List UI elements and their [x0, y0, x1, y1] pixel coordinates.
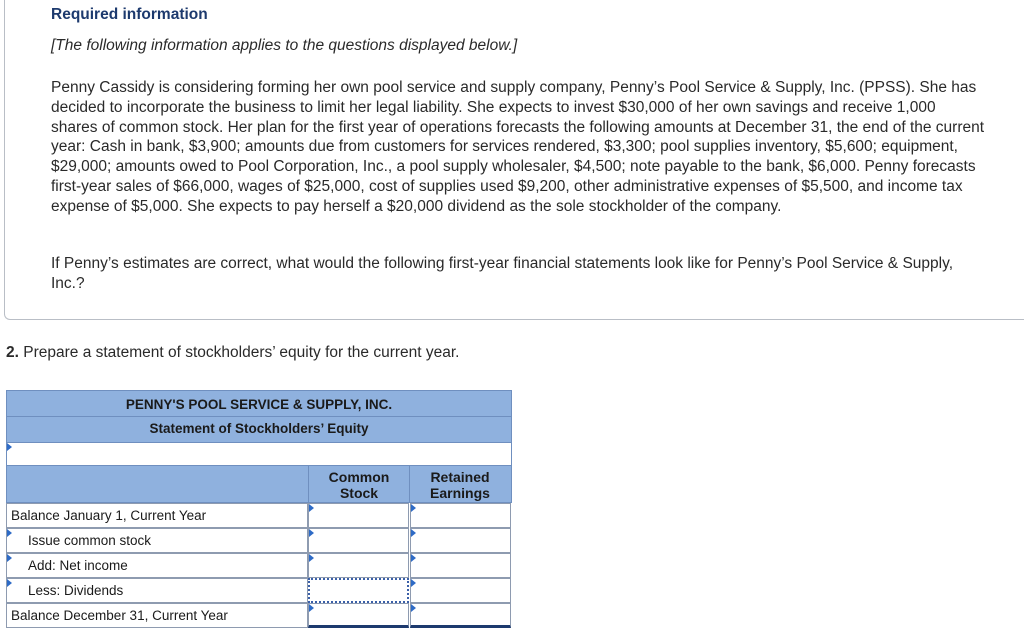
table-row — [6, 578, 512, 603]
row-label-issue-common-stock[interactable]: Issue common stock — [6, 528, 308, 553]
common-stock-column-header: Common Stock — [328, 469, 390, 501]
input-marker-icon — [411, 579, 416, 587]
retained-earnings-column-header: Retained Earnings — [430, 469, 490, 501]
common-stock-input-balance-dec-31[interactable] — [308, 603, 409, 628]
row-label-dividends[interactable]: Less: Dividends — [6, 578, 308, 603]
input-marker-icon — [309, 604, 314, 612]
statement-title: Statement of Stockholders’ Equity — [6, 416, 512, 443]
statement-company-name: PENNY'S POOL SERVICE & SUPPLY, INC. — [6, 390, 512, 417]
row-label-balance-jan-1: Balance January 1, Current Year — [6, 503, 308, 528]
common-stock-input-dividends[interactable] — [308, 578, 409, 603]
table-row — [6, 503, 512, 528]
scenario-paragraph: Penny Cassidy is considering forming her own pool service and supply company, Penny’s Pool Service & Supply, Inc. (PPSS). She has decided to incorporate the business to limit her legal liability. She expects to invest $30,000 of her own savings and receive 1,000 shares of common stock. Her plan for the first year of operations forecasts the following amounts at December 31, the end of the current year: Cash in bank, $3,900; amounts due from customers for services rendered, $3,300; pool supplies inventory, $5,600; equipment, $29,000; amounts owed to Pool Corporation, Inc., a pool supply wholesaler, $4,500; note payable to the bank, $6,000. Penny forecasts first-year sales of $66,000, wages of $25,000, cost of supplies used $9,200, other administrative expenses of $5,500, and income tax expense of $5,000. She expects to pay herself a $20,000 dividend as the sole stockholder of the company. — [51, 79, 985, 215]
question-2 — [6, 344, 459, 362]
row-label-net-income[interactable]: Add: Net income — [6, 553, 308, 578]
table-row — [6, 553, 512, 578]
input-marker-icon — [7, 443, 12, 451]
retained-earnings-input-balance-dec-31[interactable] — [410, 603, 511, 628]
retained-earnings-input-dividends[interactable] — [410, 578, 511, 603]
retained-earnings-input-balance-jan-1[interactable] — [410, 503, 511, 528]
row-label-balance-dec-31: Balance December 31, Current Year — [6, 603, 308, 628]
question-prompt-paragraph: If Penny’s estimates are correct, what would the following first-year financial statements look like for Penny’s Pool Service & Supply, Inc.? — [51, 255, 954, 292]
input-marker-icon — [411, 604, 416, 612]
question-text: Prepare a statement of stockholders’ equity for the current year. — [23, 344, 460, 361]
retained-earnings-input-net-income[interactable] — [410, 553, 511, 578]
input-marker-icon — [7, 529, 12, 537]
input-marker-icon — [411, 529, 416, 537]
input-marker-icon — [309, 529, 314, 537]
statement-date-input[interactable] — [6, 442, 512, 466]
question-number: 2. — [6, 344, 19, 361]
required-information-note: [The following information applies to the questions displayed below.] — [51, 37, 518, 54]
required-information-title: Required information — [51, 6, 208, 23]
table-row — [6, 603, 512, 628]
stockholders-equity-statement — [6, 390, 512, 630]
input-marker-icon — [411, 504, 416, 512]
retained-earnings-input-issue-common-stock[interactable] — [410, 528, 511, 553]
common-stock-input-issue-common-stock[interactable] — [308, 528, 409, 553]
common-stock-input-net-income[interactable] — [308, 553, 409, 578]
input-marker-icon — [309, 504, 314, 512]
column-header-row — [6, 465, 512, 503]
input-marker-icon — [309, 554, 314, 562]
input-marker-icon — [7, 579, 12, 587]
input-marker-icon — [411, 554, 416, 562]
input-marker-icon — [7, 554, 12, 562]
table-row — [6, 528, 512, 553]
common-stock-input-balance-jan-1[interactable] — [308, 503, 409, 528]
